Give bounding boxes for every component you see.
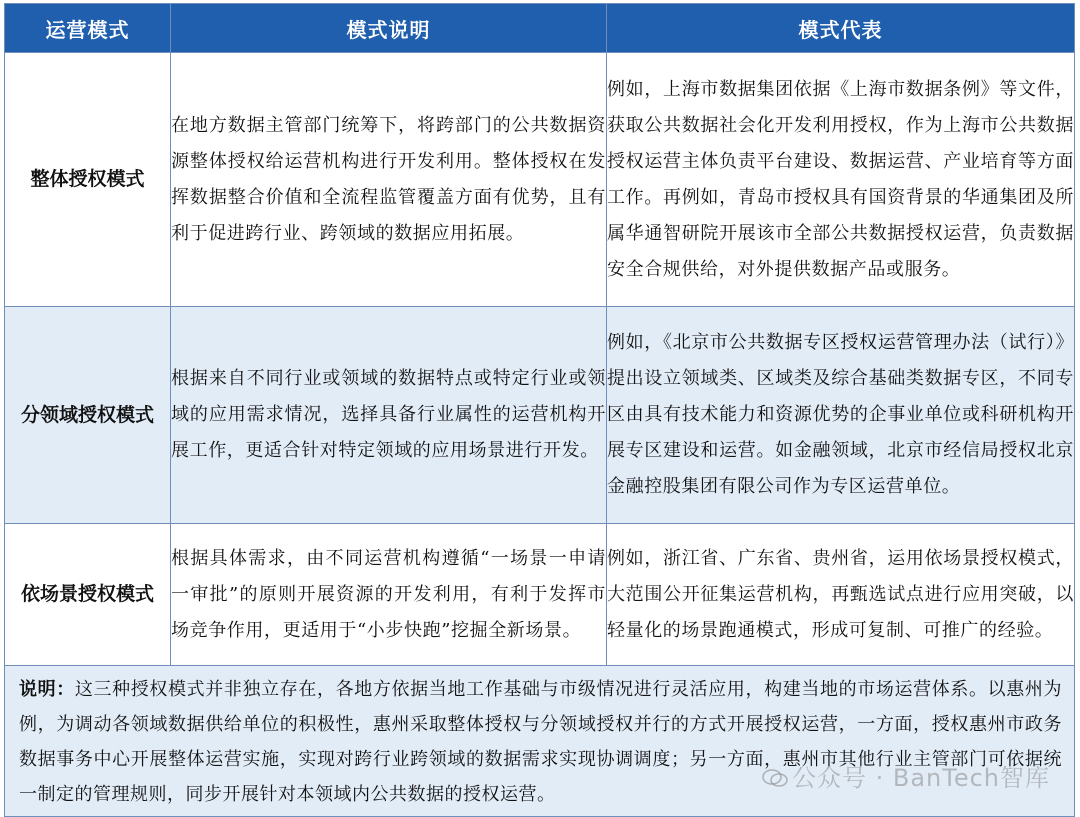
mode-representative: 例如，上海市数据集团依据《上海市数据条例》等文件，获取公共数据社会化开发利用授权，作为上海市公共数据授权运营主体负责平台建设、数据运营、产业培育等方面工作。再例如，青岛市授权具有国资背景的华通集团及所属华通智研院开展该市全部公共数据授权运营，负责数据安全合规供给，对外提供数据产品或服务。: [607, 53, 1075, 307]
mode-description: 在地方数据主管部门统筹下，将跨部门的公共数据资源整体授权给运营机构进行开发利用。整体授权在发挥数据整合价值和全流程监管覆盖方面有优势，且有利于促进跨行业、跨领域的数据应用拓展。: [171, 53, 607, 307]
header-mode-description: 模式说明: [171, 4, 607, 53]
mode-description: 根据来自不同行业或领域的数据特点或特定行业或领域的应用需求情况，选择具备行业属性的运营机构开展工作，更适合针对特定领域的应用场景进行开发。: [171, 307, 607, 524]
mode-representative: 例如，浙江省、广东省、贵州省，运用依场景授权模式，大范围公开征集运营机构，再甄选试点进行应用突破，以轻量化的场景跑通模式，形成可复制、可推广的经验。: [607, 524, 1075, 666]
header-operation-mode: 运营模式: [5, 4, 171, 53]
mode-name: 整体授权模式: [5, 53, 171, 307]
table-header-row: [5, 4, 1075, 53]
header-mode-representative: 模式代表: [607, 4, 1075, 53]
table-row: [5, 53, 1075, 307]
operation-modes-table: [4, 3, 1075, 817]
table-note: [5, 666, 1075, 817]
table-note-row: [5, 666, 1075, 817]
mode-representative: 例如，《北京市公共数据专区授权运营管理办法（试行）》提出设立领域类、区域类及综合基础类数据专区，不同专区由具有技术能力和资源优势的企事业单位或科研机构开展专区建设和运营。如金融领域，北京市经信局授权北京金融控股集团有限公司作为专区运营单位。: [607, 307, 1075, 524]
note-text: 这三种授权模式并非独立存在，各地方依据当地工作基础与市级情况进行灵活应用，构建当地的市场运营体系。以惠州为例，为调动各领域数据供给单位的积极性，惠州采取整体授权与分领域授权并行的方式开展授权运营，一方面，授权惠州市政务数据事务中心开展整体运营实施，实现对跨行业跨领域的数据需求实现协调调度；另一方面，惠州市其他行业主管部门可依据统一制定的管理规则，同步开展针对本领域内公共数据的授权运营。: [19, 679, 1063, 805]
table-row: [5, 524, 1075, 666]
mode-name: 分领域授权模式: [5, 307, 171, 524]
mode-description: 根据具体需求，由不同运营机构遵循“一场景一申请一审批”的原则开展资源的开发利用，有利于发挥市场竞争作用，更适用于“小步快跑”挖掘全新场景。: [171, 524, 607, 666]
mode-name: 依场景授权模式: [5, 524, 171, 666]
watermark-text: 公众号 · BanTech智库: [791, 764, 1050, 792]
table-row: [5, 307, 1075, 524]
note-label: 说明：: [19, 679, 75, 700]
